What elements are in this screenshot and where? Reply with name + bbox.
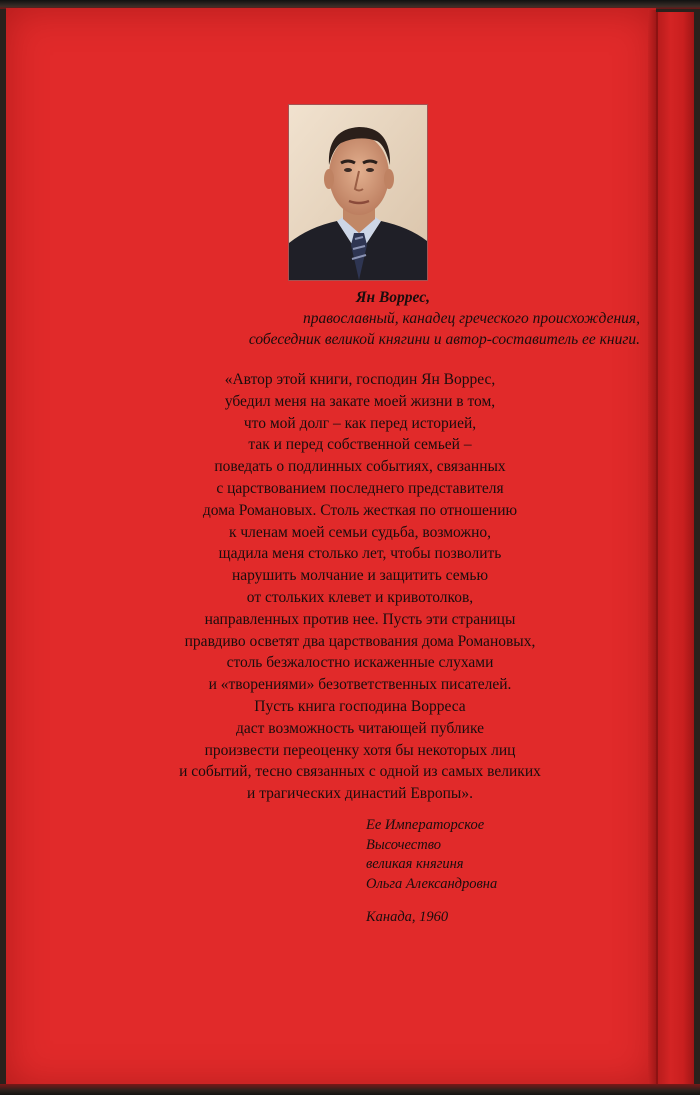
cover-hinge [648,10,656,1086]
quote-line: нарушить молчание и защитить семью [231,567,489,585]
quote-line: даст возможность читающей публике [236,719,484,737]
quote-line: направленных против нее. Пусть эти страницы [204,610,516,628]
quote-line: Пусть книга господина Ворреса [254,697,466,715]
author-description-line: православный, канадец греческого происхождения, [303,310,640,327]
bottom-edge [0,1084,700,1095]
signature-line: Ее Императорское [366,817,485,833]
author-description-line: собеседник великой княгини и автор-составитель ее книги. [248,331,640,348]
author-portrait-image [289,105,427,280]
quote-line: так и перед собственной семьей – [248,436,472,454]
quote-line: и «творениями» безответственных писателей. [208,676,512,694]
quote-line: произвести переоценку хотя бы некоторых лиц [204,741,516,759]
duchess-quote [110,369,610,805]
author-caption [60,287,640,350]
quote-signature [366,816,626,928]
signature-line: великая княгиня [366,856,464,872]
quote-line: «Автор этой книги, господин Ян Воррес, [224,371,496,388]
quote-line: от стольких клевет и кривотолков, [246,588,474,606]
quote-line: что мой долг – как перед историей, [243,414,477,432]
book-spine [656,12,694,1084]
quote-line: поведать о подлинных событиях, связанных [214,458,506,476]
author-name: Ян Воррес, [355,289,430,306]
quote-line: и событий, тесно связанных с одной из самых великих [179,763,541,781]
quote-line: дома Романовых. Столь жесткая по отношению [202,501,518,519]
quote-line: с царствованием последнего представителя [216,479,504,497]
quote-line: щадила меня столько лет, чтобы позволить [218,545,502,563]
quote-line: к членам моей семьи судьба, возможно, [228,523,492,541]
quote-line: убедил меня на закате моей жизни в том, [224,392,496,410]
quote-line: столь безжалостно искаженные слухами [226,654,494,672]
author-portrait [288,104,428,281]
quote-line: и трагических династий Европы». [247,785,473,803]
signature-line: Высочество [366,836,442,853]
signature-line: Ольга Александровна [366,875,498,892]
quote-line: правдиво осветят два царствования дома Романовых, [184,632,536,650]
signature-place-date: Канада, 1960 [366,909,449,925]
